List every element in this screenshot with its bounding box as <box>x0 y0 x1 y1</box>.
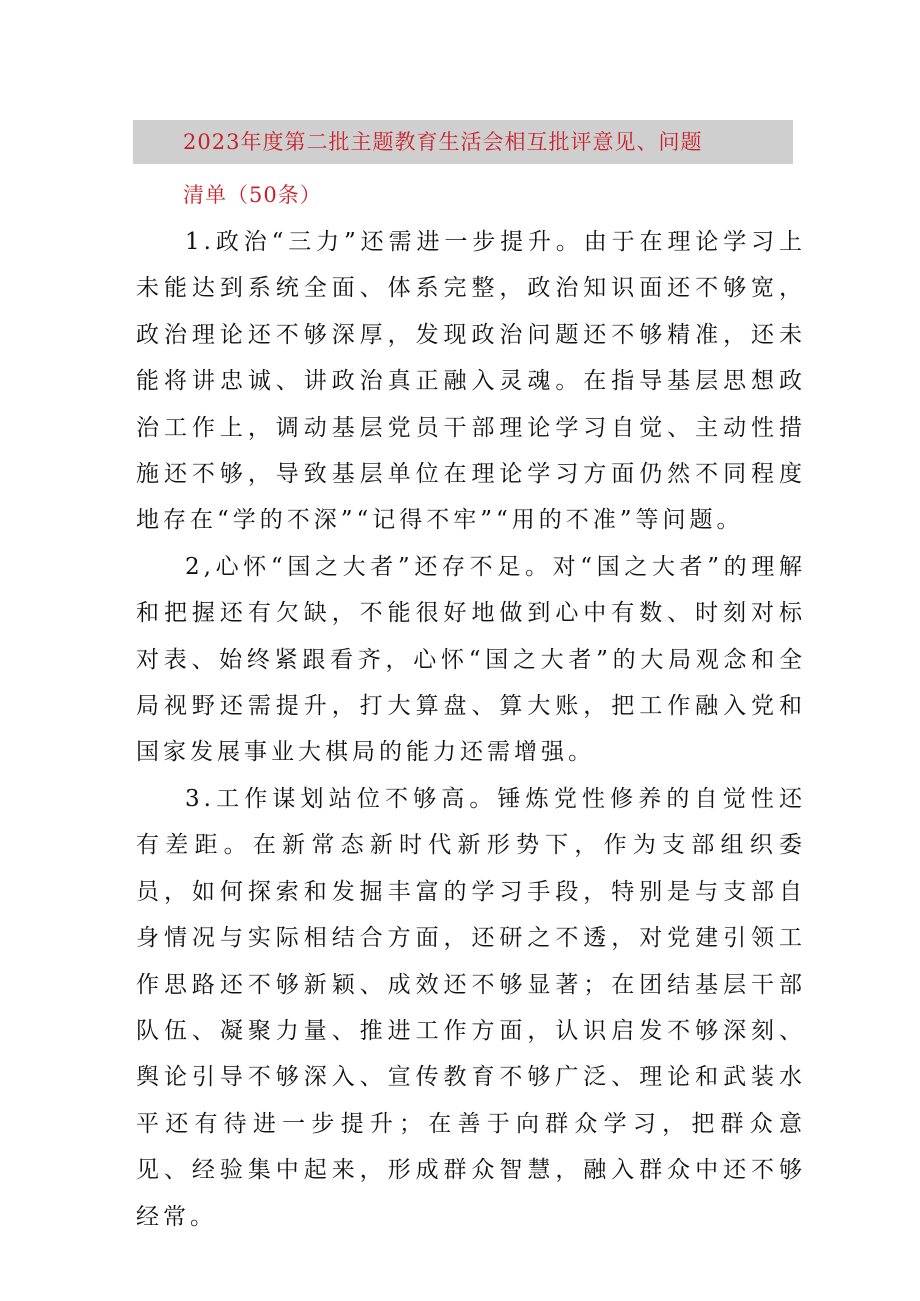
document-body <box>136 219 806 1240</box>
paragraph-item-2: 2,心怀“国之大者”还存不足。对“国之大者”的理解和把握还有欠缺，不能很好地做到心中有数、时刻对标对表、始终紧跟看齐，心怀“国之大者”的大局观念和全局视野还需提升，打大算盘、算大账，把工作融入党和国家发展事业大棋局的能力还需增强。 <box>136 553 806 766</box>
paragraph-item-3: 3.工作谋划站位不够高。锤炼党性修养的自觉性还有差距。在新常态新时代新形势下，作为支部组织委员，如何探索和发掘丰富的学习手段，特别是与支部自身情况与实际相结合方面，还研之不透，对党建引领工作思路还不够新颖、成效还不够显著；在团结基层干部队伍、凝聚力量、推进工作方面，认识启发不够深刻、舆论引导不够深入、宣传教育不够广泛、理论和武装水平还有待进一步提升；在善于向群众学习，把群众意见、经验集中起来，形成群众智慧，融入群众中还不够经常。 <box>136 785 806 1230</box>
document-title-line-2: 清单（50条） <box>183 183 322 207</box>
paragraph-item-1: 1.政治“三力”还需进一步提升。由于在理论学习上未能达到系统全面、体系完整，政治知识面还不够宽，政治理论还不够深厚，发现政治问题还不够精准，还未能将讲忠诚、讲政治真正融入灵魂。在指导基层思想政治工作上，调动基层党员干部理论学习自觉、主动性措施还不够，导致基层单位在理论学习方面仍然不同程度地存在“学的不深”“记得不牢”“用的不准”等问题。 <box>136 229 806 534</box>
document-title-line-1: 2023年度第二批主题教育生活会相互批评意见、问题 <box>183 130 703 154</box>
